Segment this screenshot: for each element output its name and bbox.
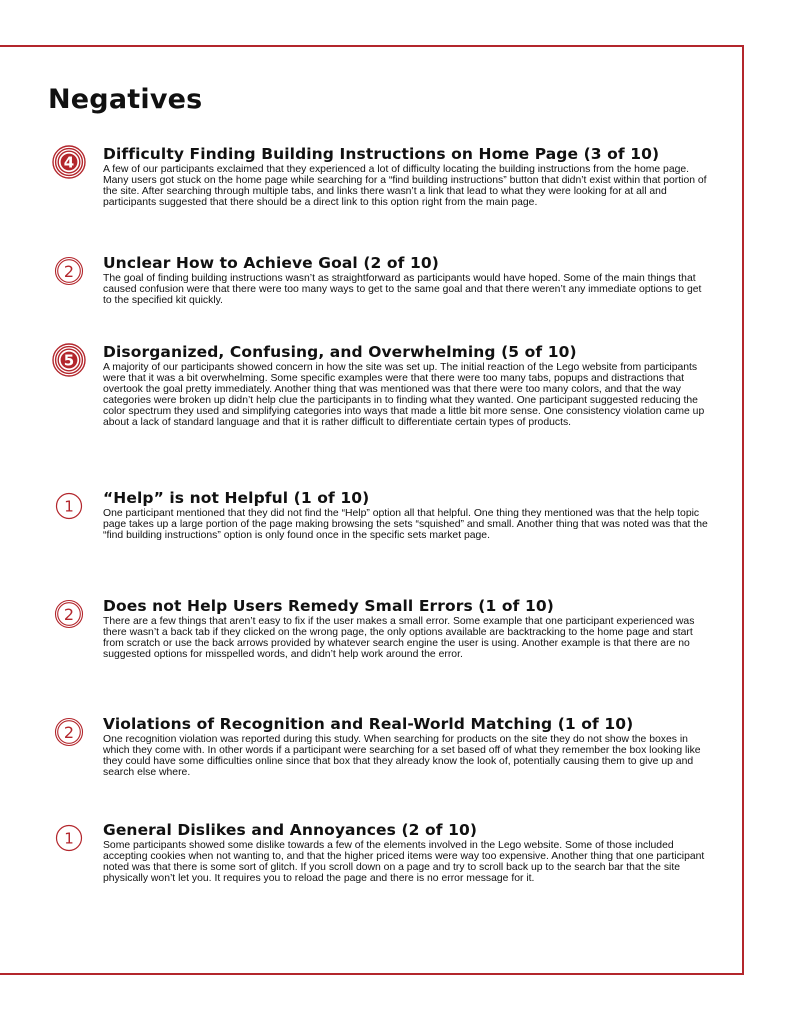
- finding-body: One participant mentioned that they did not find the “Help” option all that helpful. One thing they mentioned was that the help topic page takes up a large portion of the page making browsing the sets “squished” and small. Another thing that was noted was that the “find building instructions” option is only found once in the specific sets market page.: [103, 508, 708, 542]
- severity-badge: [52, 145, 86, 179]
- severity-number: 2: [63, 605, 75, 624]
- finding-title: Unclear How to Achieve Goal (2 of 10): [103, 254, 439, 272]
- finding-title: Does not Help Users Remedy Small Errors (1 of 10): [103, 597, 554, 615]
- finding-item: [52, 597, 712, 660]
- severity-number: 2: [63, 262, 75, 281]
- finding-title: “Help” is not Helpful (1 of 10): [103, 489, 370, 507]
- severity-badge: [52, 489, 86, 523]
- finding-item: [52, 145, 712, 208]
- severity-badge: [52, 821, 86, 855]
- severity-badge: [52, 597, 86, 631]
- finding-title: Violations of Recognition and Real-World Matching (1 of 10): [103, 715, 634, 733]
- finding-item: [52, 489, 712, 541]
- finding-title: Disorganized, Confusing, and Overwhelming (5 of 10): [103, 343, 577, 361]
- severity-badge: [52, 715, 86, 749]
- finding-body: A few of our participants exclaimed that they experienced a lot of difficulty locating the building instructions from the home page. Many users got stuck on the home page while searching for a “find building instructions” button that didn’t exist within that portion of the site. After searching through multiple tabs, and links there wasn’t a link that lead to what they were looking for at all and participants suggested that there should be a direct link to this option right from the main page.: [103, 164, 707, 209]
- severity-number: 4: [63, 153, 75, 172]
- finding-body: The goal of finding building instructions wasn’t as straightforward as participants would have hoped. Some of the main things that caused confusion were that there were too many ways to get to the same goal and that there weren’t any immediate options to get to the specified kit quickly.: [103, 273, 702, 307]
- finding-body: Some participants showed some dislike towards a few of the elements involved in the Lego website. Some of those included accepting cookies when not wanting to, and that the higher priced items were way too expensive. Another thing that one participant noted was that there is some sort of glitch. If you scroll down on a page and try to scroll back up to the search bar that the site physically won’t let you. It requires you to reload the page and there is no error message for it.: [103, 840, 705, 885]
- finding-body: There are a few things that aren’t easy to fix if the user makes a small error. Some example that one participant experienced was there wasn’t a back tab if they clicked on the wrong page, the only options available are backtracking to the home page and start from scratch or use the back arrows provided by whatever search engine the user is using. Another example is that there are no suggested options for misspelled words, and didn’t help work around the error.: [103, 616, 695, 661]
- finding-item: [52, 254, 712, 306]
- finding-title: Difficulty Finding Building Instructions on Home Page (3 of 10): [103, 145, 660, 163]
- severity-number: 5: [63, 351, 75, 370]
- finding-item: [52, 343, 712, 429]
- severity-number: 2: [63, 723, 75, 742]
- severity-number: 1: [64, 829, 74, 848]
- finding-item: [52, 715, 712, 778]
- finding-body: One recognition violation was reported during this study. When searching for products on the site they do not show the boxes in which they come with. In other words if a participant were searching for a set based off of what they remember the box looking like they could have some difficulties online since that box that they already know the look of, potentially causing them to give up and search else where.: [103, 734, 701, 779]
- severity-badge: [52, 343, 86, 377]
- severity-number: 1: [64, 497, 74, 516]
- page-title: Negatives: [48, 84, 203, 115]
- finding-body: A majority of our participants showed concern in how the site was set up. The initial reaction of the Lego website from participants were that it was a bit overwhelming. Some specific examples were that there were too many tabs, popups and distractions that overtook the goal pretty immediately. Another thing that was mentioned was that there were too many colors, and that the way categories were broken up didn’t help clue the participants in to finding what they wanted. One participant suggested reducing the color spectrum they used and simplifying categories into ways that made a little bit more sense. One consistency violation came up about a lack of standard language and that it is rather difficult to differentiate certain types of products.: [103, 362, 705, 429]
- severity-badge: [52, 254, 86, 288]
- finding-item: [52, 821, 712, 884]
- finding-title: General Dislikes and Annoyances (2 of 10): [103, 821, 478, 839]
